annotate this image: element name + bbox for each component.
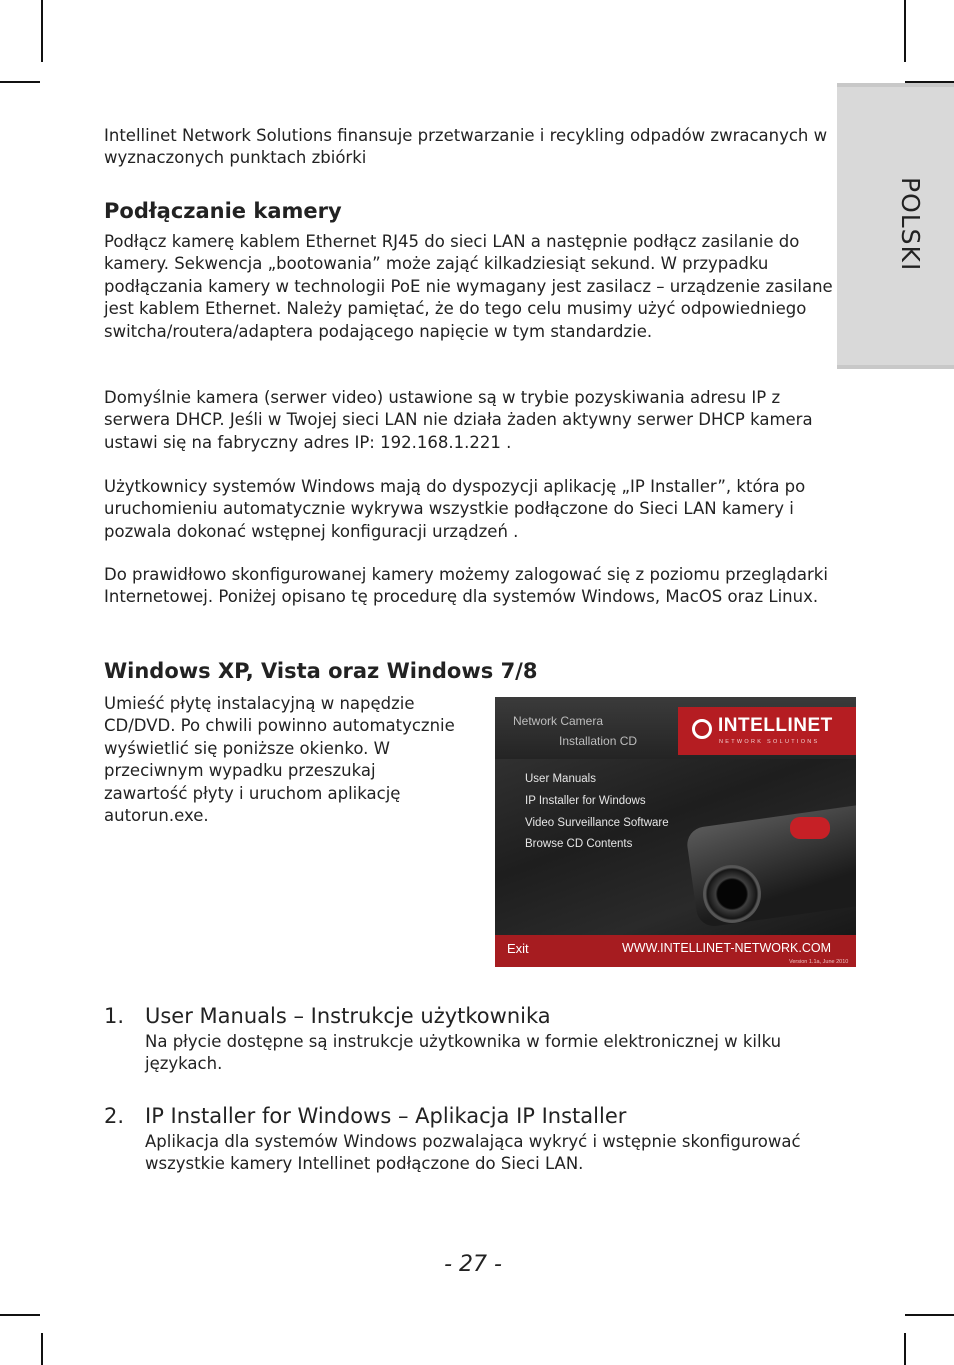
list-item-title — [104, 1104, 626, 1128]
installer-title-line2: Installation CD — [559, 734, 638, 748]
logo-circle-icon — [692, 719, 712, 739]
list-title-text: IP Installer for Windows – Aplikacja IP Installer — [145, 1104, 627, 1128]
paragraph: Do prawidłowo skonfigurowanej kamery możemy zalogować się z poziomu przeglądarki Internetowej. Poniżej opisano tę procedurę dla systemów Windows, MacOS oraz Linux. — [104, 565, 828, 607]
paragraph: Domyślnie kamera (serwer video) ustawione są w trybie pozyskiwania adresu IP z serwera DHCP. Jeśli w Twojej sieci LAN nie działa żaden aktywny serwer DHCP kamera ustawi się na fabryczny adres IP: 192.168.1.221 . — [104, 388, 813, 452]
section-heading-connect: Podłączanie kamery — [104, 199, 342, 223]
language-tab — [837, 83, 954, 369]
list-item-title — [104, 1004, 551, 1028]
crop-mark — [904, 0, 906, 62]
exit-button[interactable]: Exit — [507, 941, 529, 956]
crop-mark — [41, 0, 43, 62]
list-item-body: Na płycie dostępne są instrukcje użytkownika w formie elektronicznej w kilku językach. — [145, 1032, 782, 1074]
menu-item-user-manuals[interactable]: User Manuals — [525, 773, 596, 785]
crop-mark — [0, 81, 40, 83]
crop-mark — [904, 1333, 906, 1365]
paragraph: Użytkownicy systemów Windows mają do dyspozycji aplikację „IP Installer”, która po uruchomieniu automatycznie wykrywa wszystkie podłączone do Sieci LAN kamery i pozwala dokonać wstępnej konfiguracji urządzeń . — [104, 477, 806, 541]
version-text: Version 1.1a, June 2010 — [789, 959, 849, 965]
menu-item-ip-installer[interactable]: IP Installer for Windows — [525, 795, 646, 807]
logo-text: INTELLINET — [718, 715, 833, 736]
menu-item-video-surveillance[interactable]: Video Surveillance Software — [525, 817, 669, 829]
section-heading-windows: Windows XP, Vista oraz Windows 7/8 — [104, 659, 538, 683]
crop-mark — [41, 1333, 43, 1365]
paragraph: Umieść płytę instalacyjną w napędzie CD/DVD. Po chwili powinno automatycznie wyświetlić się poniższe okienko. W przeciwnym wypadku przeszukaj zawartość płyty i uruchom aplikację autorun.exe. — [104, 694, 455, 826]
intellinet-logo — [678, 707, 856, 755]
list-number: 1. — [104, 1004, 125, 1028]
list-number: 2. — [104, 1104, 125, 1128]
language-tab-label: POLSKI — [896, 177, 925, 272]
intro-text: Intellinet Network Solutions finansuje przetwarzanie i recykling odpadów zwracanych w wyznaczonych punktach zbiórki — [104, 126, 828, 168]
paragraph: Podłącz kamerę kablem Ethernet RJ45 do sieci LAN a następnie podłącz zasilanie do kamery. Sekwencja „bootowania” może zająć kilkadziesiąt sekund. W przypadku podłączania kamery w technologii PoE nie wymagany jest zasilacz – urządzenie zasilane jest kablem Ethernet. Należy pamiętać, że do tego celu musimy użyć odpowiedniego switcha/routera/adaptera podającego napięcie w tym standardzie. — [104, 232, 833, 341]
website-link[interactable]: WWW.INTELLINET-NETWORK.COM — [622, 941, 832, 955]
menu-item-browse-cd[interactable]: Browse CD Contents — [525, 838, 633, 850]
installer-screenshot — [495, 697, 856, 967]
logo-subtext: NETWORK SOLUTIONS — [719, 739, 820, 745]
crop-mark — [0, 1314, 40, 1316]
installer-title-line1: Network Camera — [513, 714, 604, 728]
camera-lens-icon — [703, 865, 761, 923]
crop-mark — [905, 1314, 954, 1316]
page-number: - 27 - — [444, 1252, 502, 1277]
list-item-body: Aplikacja dla systemów Windows pozwalająca wykryć i wstępnie skonfigurować wszystkie kamery Intellinet podłączone do Sieci LAN. — [145, 1132, 801, 1174]
list-title-text: User Manuals – Instrukcje użytkownika — [145, 1004, 551, 1028]
camera-badge — [790, 817, 830, 839]
